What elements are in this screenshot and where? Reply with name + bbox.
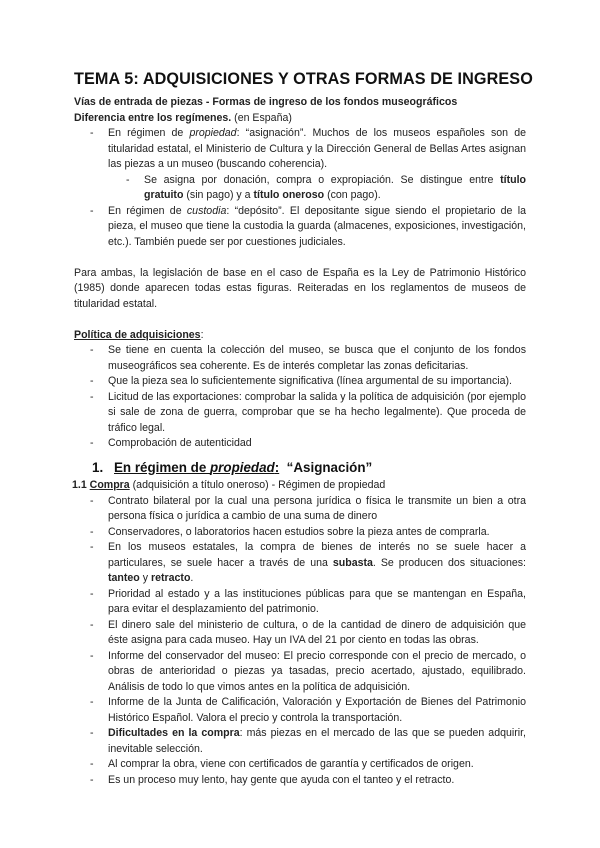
- list-item: - Informe del conservador del museo: El precio corresponde con el precio de mercado, o obras de anterioridad o piezas ya tasadas, precio acertado, ajustado, equilibrado. Análisis de todo lo que vimos antes en la política de adquisición.: [90, 649, 526, 693]
- list-item: - En los museos estatales, la compra de bienes de interés no se suele hacer a particulares, se suele hacer a través de una subasta. Se producen dos situaciones: tanteo y retracto.: [90, 541, 526, 584]
- list-item: - Contrato bilateral por la cual una persona jurídica o física le transmite un bien a otra persona física o jurídica a cambio de una suma de dinero: [90, 494, 526, 522]
- list-item: - En régimen de custodia: “depósito”. El depositante sigue siendo el propietario de la pieza, el museo que tiene la custodia la guarda (almacenes, exposiciones, investigación, etc.). También puede ser por cuestiones judiciales.: [90, 204, 526, 248]
- list-item: - Al comprar la obra, viene con certificados de garantía y certificados de origen.: [90, 758, 474, 770]
- list-item: - El dinero sale del ministerio de cultura, o de la cantidad de dinero de adquisición que éste asigna para cada museo. Hay un IVA del 21 por ciento en todas las obras.: [90, 618, 526, 646]
- list-item: - Licitud de las exportaciones: comprobar la salida y la política de adquisición (por ejemplo si sale de zona de guerra, comprobar que se ha hecho legalmente). Que proceda de tráfico legal.: [90, 390, 526, 434]
- acquisition-policy-heading: Política de adquisiciones:: [74, 328, 204, 341]
- paragraph: Para ambas, la legislación de base en el caso de España es la Ley de Patrimonio Histórico (1985) donde aparecen todas estas figuras. Reiteradas en los reglamentos de museos de titularidad estatal.: [74, 266, 526, 310]
- list-item: - Que la pieza sea lo suficientemente significativa (línea argumental de su importancia).: [90, 375, 512, 387]
- list-item: - Conservadores, o laboratorios hacen estudios sobre la pieza antes de comprarla.: [90, 525, 490, 538]
- subtitle: Vías de entrada de piezas - Formas de ingreso de los fondos museográficos: [74, 96, 458, 108]
- list-item: - Se tiene en cuenta la colección del museo, se busca que el conjunto de los fondos museográficos sea coherente. Es de interés completar las zonas deficitarias.: [90, 344, 526, 372]
- page-title: TEMA 5: ADQUISICIONES Y OTRAS FORMAS DE INGRESO: [74, 70, 533, 88]
- list-item: - Comprobación de autenticidad: [90, 437, 252, 449]
- list-item: - En régimen de propiedad: “asignación”. Muchos de los museos españoles son de titularidad estatal, el Ministerio de Cultura y la Dirección General de Bellas Artes asignan las piezas a un museo (buscando coherencia).: [90, 127, 526, 170]
- list-item: - Prioridad al estado y a las instituciones públicas para que se mantengan en España, para evitar el desplazamiento del patrimonio.: [90, 587, 526, 615]
- list-item: - Dificultades en la compra: más piezas en el mercado de las que se pueden adquirir, inevitable selección.: [90, 727, 526, 755]
- list-item: - Se asigna por donación, compra o expropiación. Se distingue entre título gratuito (sin pago) y a título oneroso (con pago).: [126, 173, 526, 201]
- document-body: [74, 95, 526, 788]
- section-heading: 1. En régimen de propiedad: “Asignación”: [92, 459, 373, 475]
- subsection-heading: 1.1 Compra (adquisición a título oneroso) - Régimen de propiedad: [72, 479, 386, 491]
- regimes-heading: Diferencia entre los regímenes. (en España): [74, 111, 292, 124]
- list-item: - Informe de la Junta de Calificación, Valoración y Exportación de Bienes del Patrimonio Histórico Español. Valora el precio y controla la transportación.: [90, 696, 526, 724]
- list-item: - Es un proceso muy lento, hay gente que ayuda con el tanteo y el retracto.: [90, 773, 455, 786]
